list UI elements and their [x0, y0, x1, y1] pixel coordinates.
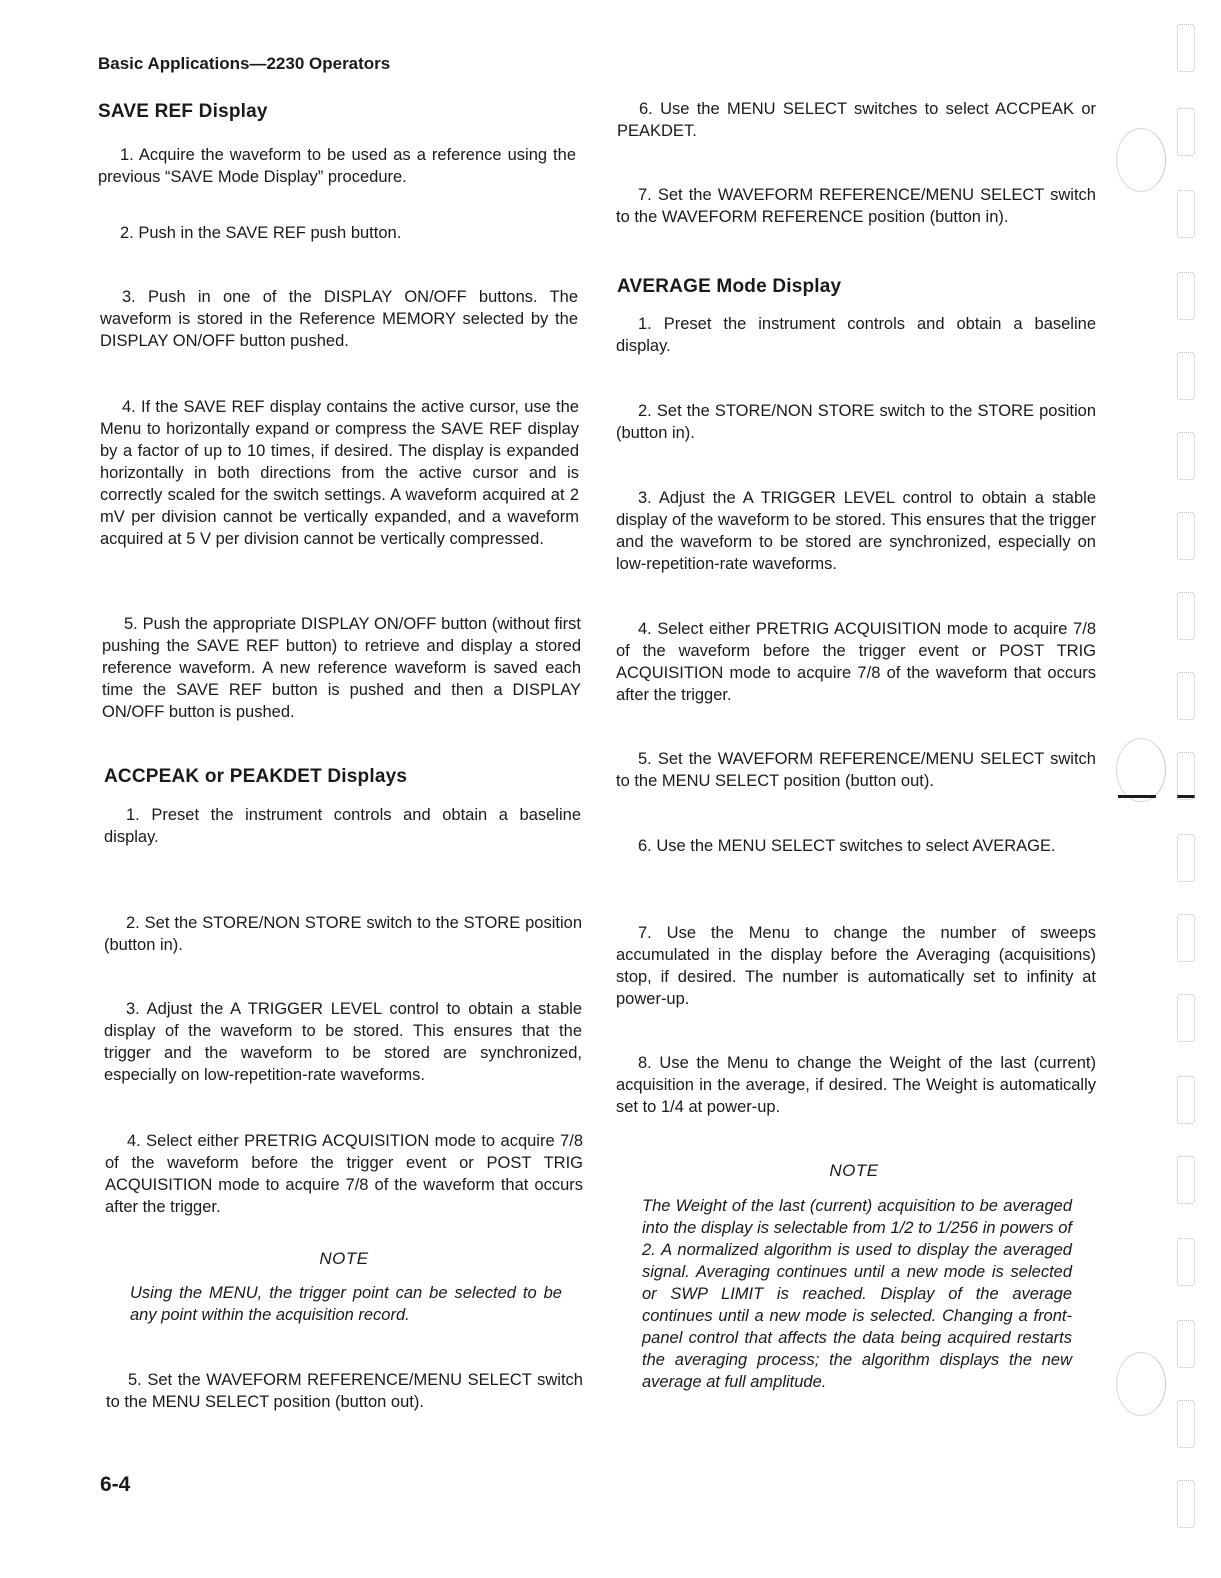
accpeak-step-3: 3. Adjust the A TRIGGER LEVEL control to obtain a stable display of the waveform to be stored. This ensures that the trigger and the waveform to be stored are synchronized, especially on low-repetition-rate waveforms. — [104, 1000, 582, 1084]
margin-slot — [1177, 1238, 1195, 1286]
margin-slot — [1177, 432, 1195, 480]
save-ref-step-2: 2. Push in the SAVE REF push button. — [120, 224, 402, 242]
save-ref-step-4: 4. If the SAVE REF display contains the active cursor, use the Menu to horizontally expand or compress the SAVE REF display by a factor of up to 10 times, if desired. The display is expanded horizontally in both directions from the active cursor and is correctly scaled for the switch settings. A waveform acquired at 2 mV per division cannot be vertically expanded, and a waveform acquired at 5 V per division cannot be vertically compressed. — [100, 398, 579, 548]
accpeak-step-5: 5. Set the WAVEFORM REFERENCE/MENU SELECT switch to the MENU SELECT position (button out). — [106, 1371, 583, 1411]
margin-slot — [1177, 190, 1195, 238]
accpeak-step-1: 1. Preset the instrument controls and obtain a baseline display. — [104, 806, 581, 846]
margin-slot — [1177, 592, 1195, 640]
margin-mark — [1118, 795, 1156, 798]
margin-slot — [1177, 834, 1195, 882]
section-heading-average: AVERAGE Mode Display — [617, 276, 842, 297]
running-head: Basic Applications—2230 Operators — [98, 54, 391, 73]
save-ref-step-1: 1. Acquire the waveform to be used as a reference using the previous “SAVE Mode Display” procedure. — [98, 146, 576, 186]
average-step-2: 2. Set the STORE/NON STORE switch to the STORE position (button in). — [616, 402, 1096, 442]
average-step-7: 7. Use the Menu to change the number of sweeps accumulated in the display before the Averaging (acquisitions) stop, if desired. The number is automatically set to infinity at power-up. — [616, 924, 1096, 1008]
accpeak-step-6: 6. Use the MENU SELECT switches to select ACCPEAK or PEAKDET. — [617, 100, 1096, 140]
note-text-left: Using the MENU, the trigger point can be selected to be any point within the acquisition record. — [130, 1284, 562, 1324]
accpeak-step-7: 7. Set the WAVEFORM REFERENCE/MENU SELECT switch to the WAVEFORM REFERENCE position (button in). — [616, 186, 1096, 226]
save-ref-step-3: 3. Push in one of the DISPLAY ON/OFF buttons. The waveform is stored in the Reference MEMORY selected by the DISPLAY ON/OFF button pushed. — [100, 288, 578, 350]
margin-slot — [1177, 752, 1195, 800]
margin-slot — [1177, 1076, 1195, 1124]
binder-hole — [1116, 738, 1166, 802]
note-text-right: The Weight of the last (current) acquisition to be averaged into the display is selectable from 1/2 to 1/256 in powers of 2. A normalized algorithm is used to display the averaged signal. Averaging continues until a new mode is selected or SWP LIMIT is reached. Display of the average continues until a new mode is selected. Changing a front-panel control that affects the data being acquired restarts the averaging process; the algorithm displays the new average at full amplitude. — [642, 1197, 1072, 1391]
margin-slot — [1177, 512, 1195, 560]
margin-slot — [1177, 108, 1195, 156]
average-step-5: 5. Set the WAVEFORM REFERENCE/MENU SELECT switch to the MENU SELECT position (button out). — [616, 750, 1096, 790]
margin-slot — [1177, 1320, 1195, 1368]
average-step-6: 6. Use the MENU SELECT switches to select AVERAGE. — [638, 837, 1056, 855]
average-step-4: 4. Select either PRETRIG ACQUISITION mode to acquire 7/8 of the waveform before the trigger event or POST TRIG ACQUISITION mode to acquire 7/8 of the waveform that occurs after the trigger. — [616, 620, 1096, 704]
page-number: 6-4 — [100, 1473, 131, 1496]
average-step-3: 3. Adjust the A TRIGGER LEVEL control to obtain a stable display of the waveform to be stored. This ensures that the trigger and the waveform to be stored are synchronized, especially on low-repetition-rate waveforms. — [616, 489, 1096, 573]
margin-slot — [1177, 1156, 1195, 1204]
section-heading-accpeak: ACCPEAK or PEAKDET Displays — [104, 766, 408, 787]
average-step-8: 8. Use the Menu to change the Weight of the last (current) acquisition in the average, if desired. The Weight is automatically set to 1/4 at power-up. — [616, 1054, 1096, 1116]
margin-slot — [1177, 1400, 1195, 1448]
accpeak-step-4: 4. Select either PRETRIG ACQUISITION mode to acquire 7/8 of the waveform before the trigger event or POST TRIG ACQUISITION mode to acquire 7/8 of the waveform that occurs after the trigger. — [105, 1132, 583, 1216]
save-ref-step-5: 5. Push the appropriate DISPLAY ON/OFF button (without first pushing the SAVE REF button) to retrieve and display a stored reference waveform. A new reference waveform is saved each time the SAVE REF button is pushed and then a DISPLAY ON/OFF button is pushed. — [102, 615, 581, 721]
accpeak-step-2: 2. Set the STORE/NON STORE switch to the STORE position (button in). — [104, 914, 582, 954]
section-heading-save-ref: SAVE REF Display — [98, 101, 268, 122]
margin-slot — [1177, 994, 1195, 1042]
average-step-1: 1. Preset the instrument controls and obtain a baseline display. — [616, 315, 1096, 355]
binder-hole — [1116, 128, 1166, 192]
margin-slot — [1177, 272, 1195, 320]
margin-slot — [1177, 24, 1195, 72]
margin-slot — [1177, 914, 1195, 962]
note-label-left: NOTE — [319, 1249, 369, 1268]
binder-hole — [1116, 1352, 1166, 1416]
margin-slot — [1177, 352, 1195, 400]
margin-slot — [1177, 672, 1195, 720]
margin-slot — [1177, 1480, 1195, 1528]
note-label-right: NOTE — [829, 1161, 879, 1180]
